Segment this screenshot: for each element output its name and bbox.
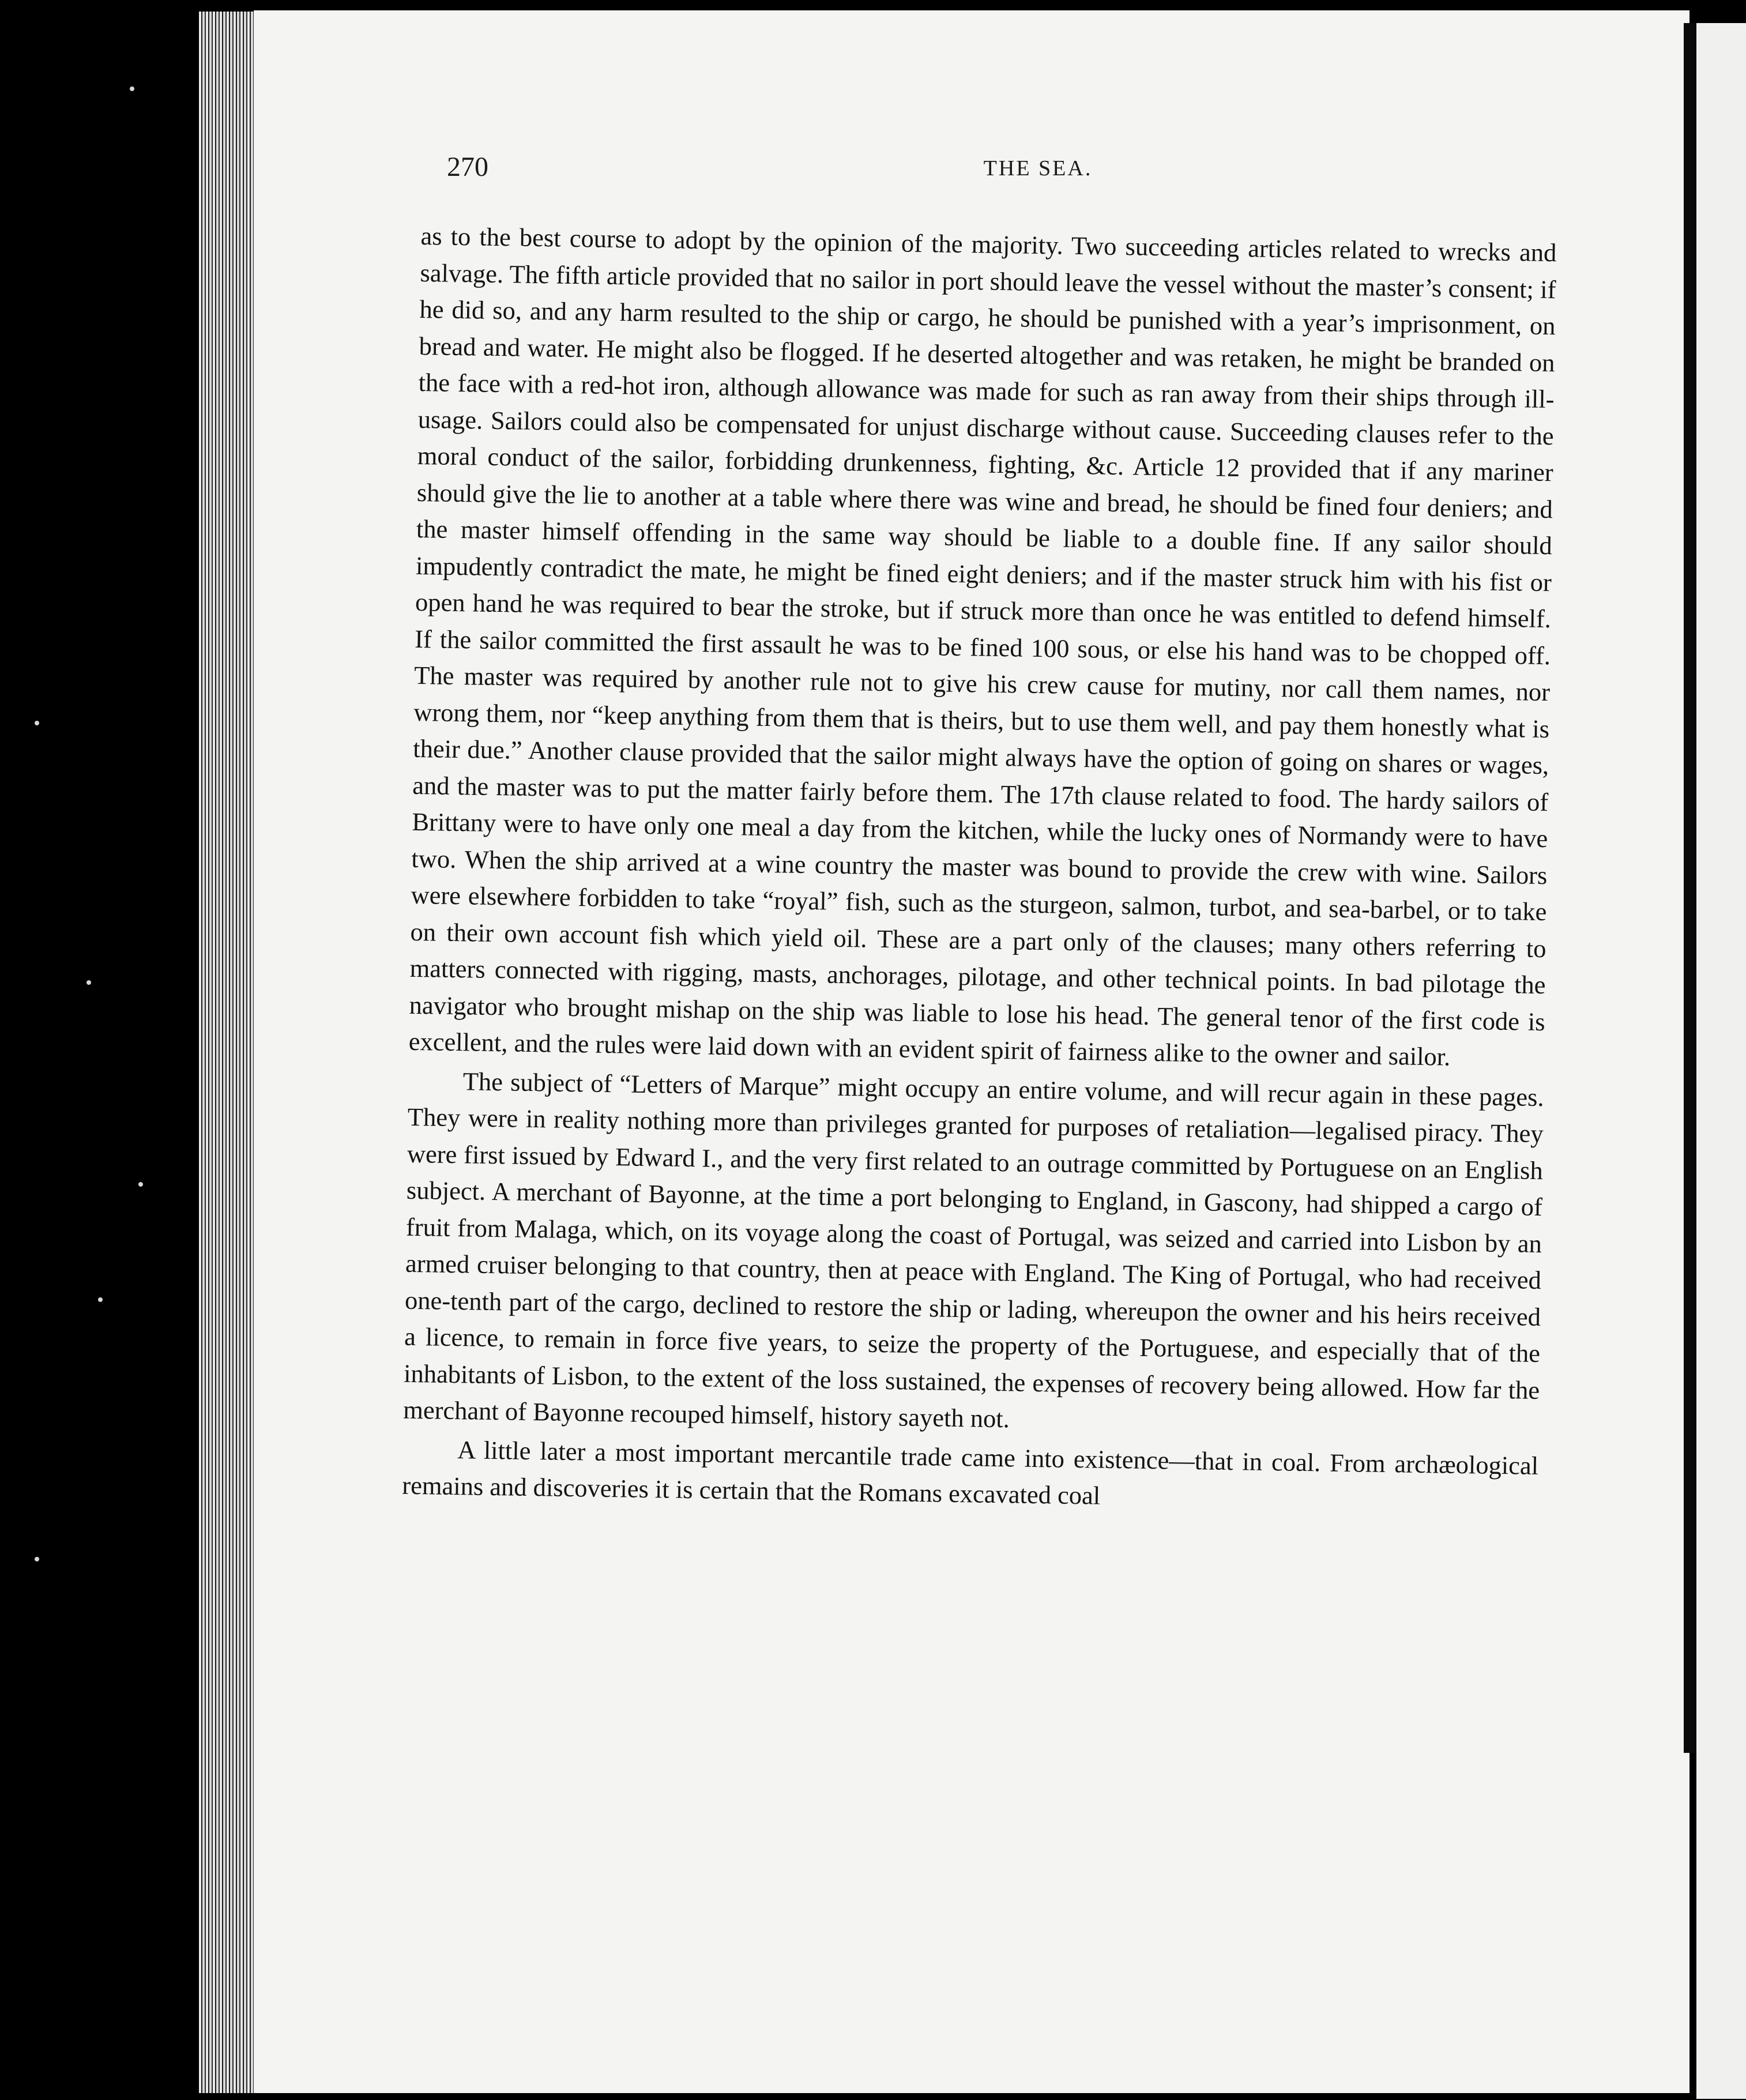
scan-speck	[35, 1557, 39, 1561]
text-body	[402, 218, 1557, 1521]
next-page-edge	[1696, 23, 1746, 2099]
scan-speck	[98, 1297, 103, 1302]
scan-speck	[130, 86, 134, 91]
page-number: 270	[447, 152, 488, 182]
paragraph: A little later a most important mercantile trade came into existence—that in coal. From archæological remains and discoveries it is certain that the Romans excavated coal	[402, 1435, 1539, 1510]
paragraph: as to the best course to adopt by the opinion of the majority. Two succeeding articles related to wrecks and salvage. The fifth article provided that no sailor in port should leave the vessel without the master’s consent; if he did so, and any harm resulted to the ship or cargo, he should be punished with a year’s imprisonment, on bread and water. He might also be flogged. If he deserted altogether and was retaken, he might be branded on the face with a red-hot iron, although allowance was made for such as ran away from their ships through ill-usage. Sailors could also be compensated for unjust discharge without cause. Succeeding clauses refer to the moral conduct of the sailor, forbidding drunkenness, fighting, &c. Article 12 provided that if any mariner should give the lie to another at a table where there was wine and bread, he should be fined four deniers; and the master himself offending in the same way should be liable to a double fine. If any sailor should impudently contradict the mate, he might be fined eight deniers; and if the master struck him with his fist or open hand he was required to bear the stroke, but if struck more than once he was entitled to defend himself. If the sailor committed the first assault he was to be fined 100 sous, or else his hand was to be chopped off. The master was required by another rule not to give his crew cause for mutiny, nor call them names, nor wrong them, nor “keep anything from them that is theirs, but to use them well, and pay them honestly what is their due.” Another clause provided that the sailor might always have the option of going on shares or wages, and the master was to put the matter fairly before them. The 17th clause related to food. The hardy sailors of Brittany were to have only one meal a day from the kitchen, while the lucky ones of Normandy were to have two. When the ship arrived at a wine country the master was bound to provide the crew with wine. Sailors were elsewhere forbidden to take “royal” fish, such as the sturgeon, salmon, turbot, and sea-barbel, or to take on their own account fish which yield oil. These are a part only of the clauses; many others referring to matters connected with rigging, masts, anchorages, pilotage, and other technical points. In bad pilotage the navigator who brought mishap on the ship was liable to lose his head. The general tenor of the first code is excellent, and the rules were laid down with an evident spirit of fairness alike to the owner and sailor.	[408, 221, 1557, 1071]
page-header	[447, 151, 1629, 191]
scan-speck	[138, 1182, 143, 1187]
scan-speck	[35, 721, 39, 725]
right-gutter	[1684, 23, 1696, 1753]
book-edge	[199, 12, 257, 2093]
paragraph: The subject of “Letters of Marque” might occupy an entire volume, and will recur again in these pages. They were in reality nothing more than privileges granted for purposes of retaliation—legalised piracy. They were first issued by Edward I., and the very first related to an outrage committed by Portuguese on an English subject. A merchant of Bayonne, at the time a port belonging to England, in Gascony, had shipped a cargo of fruit from Malaga, which, on its voyage along the coast of Portugal, was seized and carried into Lisbon by an armed cruiser belonging to that country, then at peace with England. The King of Portugal, who had received one-tenth part of the cargo, declined to restore the ship or lading, whereupon the owner and his heirs received a licence, to remain in force five years, to seize the property of the Portuguese, and especially that of the inhabitants of Lisbon, to the extent of the loss sustained, the expenses of recovery being allowed. How far the merchant of Bayonne recouped himself, history sayeth not.	[402, 1066, 1544, 1433]
running-head: THE SEA.	[983, 156, 1093, 180]
scan-speck	[86, 980, 91, 985]
